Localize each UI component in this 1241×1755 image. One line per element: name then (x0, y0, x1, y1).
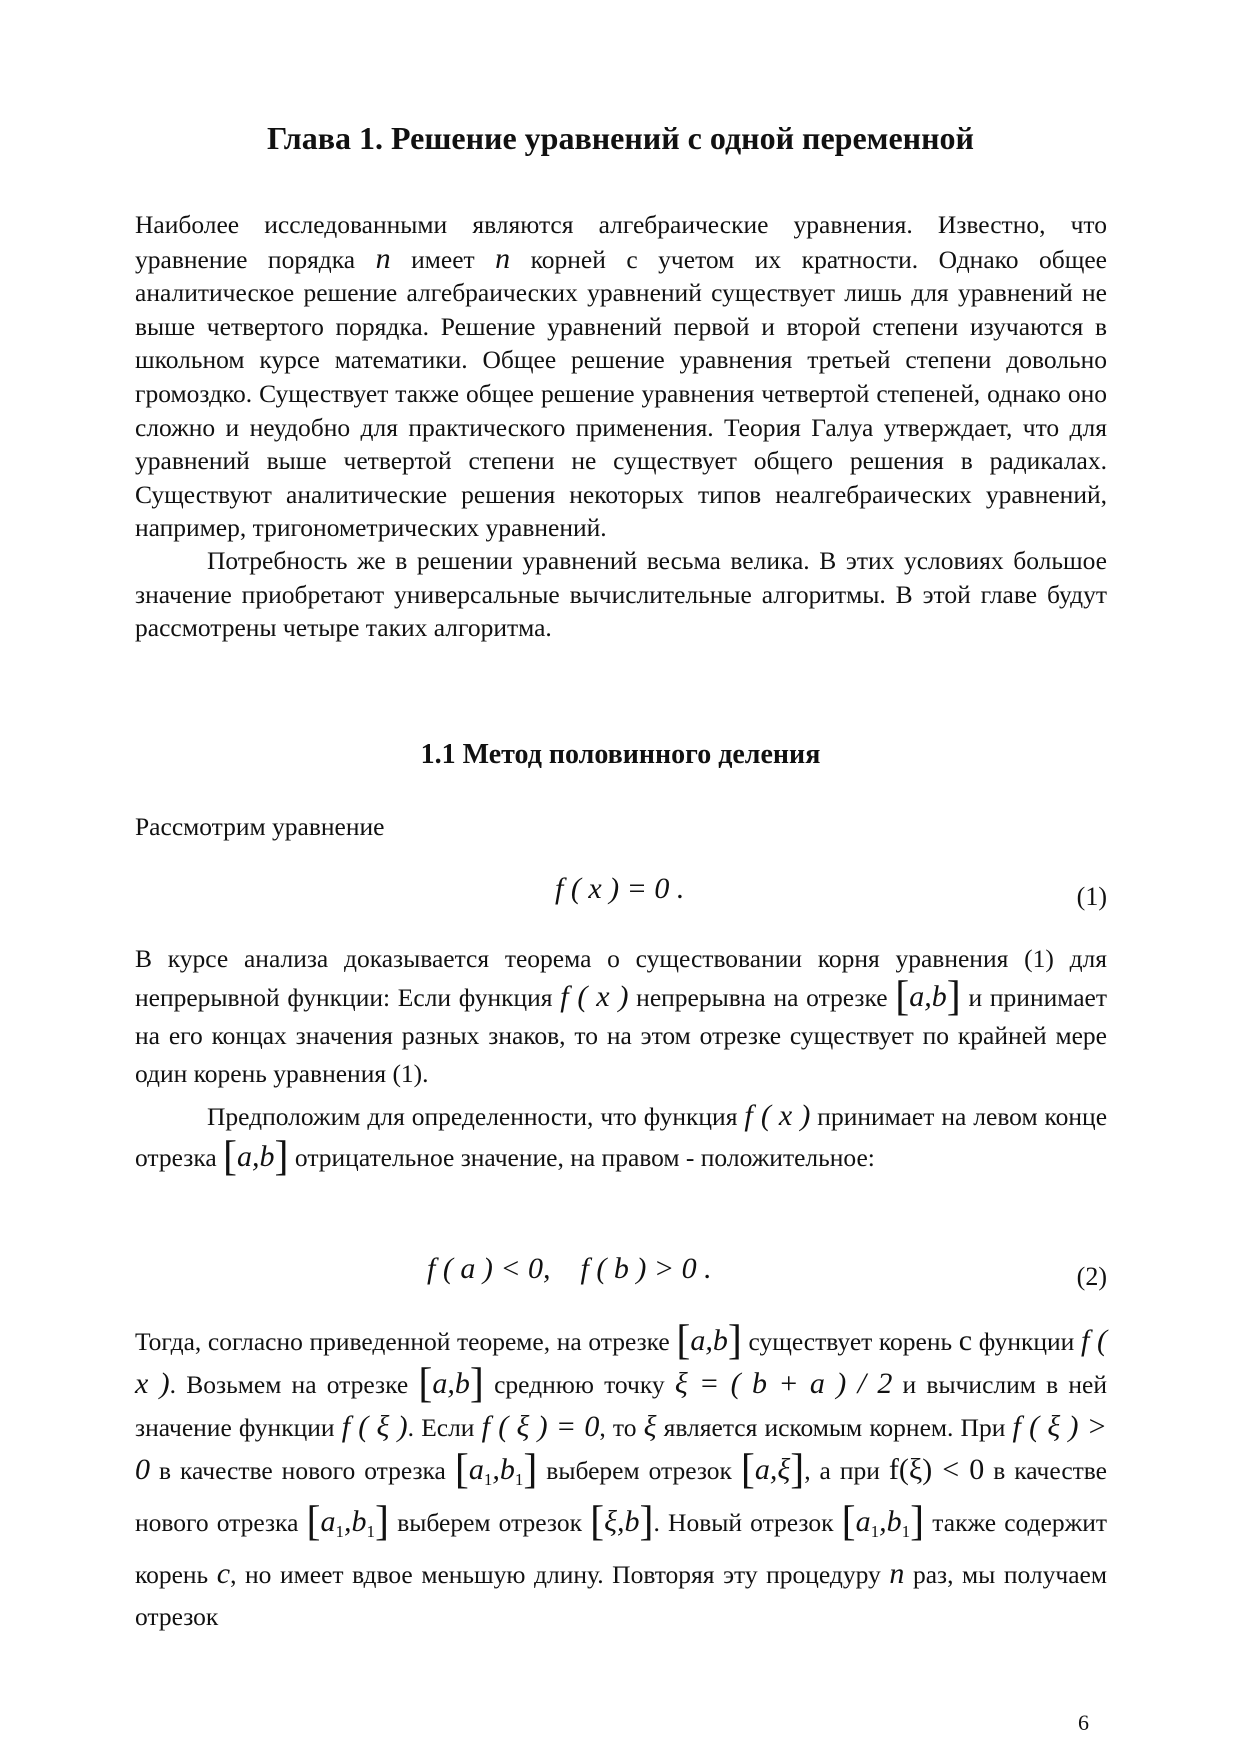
text-segment: функции (972, 1327, 1081, 1356)
bracket-left: [ (454, 1447, 469, 1493)
bracket-right: ] (639, 1499, 654, 1545)
intro-paragraph-2: Потребность же в решении уравнений весьма велика. В этих условиях большое значение приобретают универсальные вычислительные алгоритмы. В этой главе будут рассмотрены четыре таких алгоритма. (135, 546, 1107, 643)
theorem-text-c: и принимает на его концах значения разных знаков, то на этом отрезке существует по крайней мере один корень уравнения (1). (135, 983, 1107, 1088)
math-interval-ab: a,b (237, 1140, 275, 1173)
bracket-left: [ (306, 1499, 321, 1545)
intro-text-c: корней с учетом их кратности. Однако общее аналитическое решение алгебраических уравнений существует лишь для уравнений не выше четвертого порядка. Решение уравнений первой и второй степени изучаются в школьном курсе математики. Общее решение уравнения третьей степени довольно громоздко. Существует также общее решение уравнения четвертой степеней, однако оно сложно и неудобно для практического применения. Теория Галуа утверждает, что для уравнений выше четвертой степени не существует общего решения в радикалах. Существуют аналитические решения некоторых типов неалгебраических уравнений, например, тригонометрических уравнений. (135, 244, 1107, 543)
math-a: a (320, 1505, 336, 1538)
text-segment: также содержит корень (135, 1508, 1108, 1589)
equation-2 (135, 1252, 1107, 1302)
text-segment: выберем отрезок (537, 1456, 741, 1485)
math-xi: ξ (643, 1410, 657, 1443)
text-segment: , но имеет вдвое меньшую длину. Повторяя эту процедуру (230, 1560, 890, 1589)
math-f-xi-lt-0: f(ξ) < 0 (888, 1453, 985, 1486)
math-a: a (855, 1505, 871, 1538)
intro-text-b: имеет (390, 244, 496, 274)
text-segment: , то (599, 1413, 644, 1442)
equation-1-math: f ( x ) = 0 . (555, 872, 685, 905)
bracket-left: [ (676, 1318, 691, 1364)
section-title: 1.1 Метод половинного деления (420, 739, 821, 770)
math-comma: , (344, 1505, 352, 1538)
math-f-xi: f ( ξ ) (341, 1410, 408, 1443)
text-segment: Тогда, согласно приведенной теореме, на отрезке (135, 1327, 677, 1356)
math-f-xi-gt-0: f ( ξ ) > 0 (135, 1410, 1108, 1486)
subscript: 1 (870, 1522, 880, 1541)
equation-1 (135, 872, 1107, 922)
equation-2-math: f ( a ) < 0, f ( b ) > 0 . (427, 1252, 712, 1285)
bisection-paragraph (135, 1320, 1107, 1638)
bracket-left: [ (590, 1499, 605, 1545)
subscript: 1 (901, 1522, 911, 1541)
math-a: a (468, 1453, 484, 1486)
math-comma: , (879, 1505, 887, 1538)
math-n: n (889, 1557, 905, 1590)
math-n: n (495, 241, 511, 275)
subscript: 1 (514, 1470, 524, 1489)
text-segment: выберем отрезок (389, 1508, 591, 1537)
equation-1-number: (1) (1076, 882, 1107, 911)
text-segment: . Возьмем на отрезке (169, 1370, 419, 1399)
intro-text-a: Наиболее исследованными являются алгебраические уравнения. Известно, что уравнение порядка (135, 210, 1107, 274)
bracket-right: ] (910, 1499, 925, 1545)
text-segment: . Новый отрезок (653, 1508, 842, 1537)
math-c: c (958, 1324, 973, 1357)
intro-paragraph (135, 208, 1107, 545)
bracket-left: [ (418, 1361, 433, 1407)
math-c: c (216, 1557, 231, 1590)
assume-text-b: принимает на левом конце отрезка (135, 1102, 1108, 1172)
math-fx: f ( x ) (744, 1099, 811, 1132)
assume-paragraph (135, 1096, 1107, 1178)
math-midpoint: ξ = ( b + a ) / 2 (674, 1367, 893, 1400)
math-f-xi-eq-0: f ( ξ ) = 0 (481, 1410, 600, 1443)
math-comma: , (492, 1453, 500, 1486)
bracket-left: [ (740, 1447, 755, 1493)
math-b: b (351, 1505, 367, 1538)
text-segment: существует корень (741, 1327, 959, 1356)
math-interval-ab: a,b (909, 980, 947, 1013)
bracket-right: ] (946, 974, 961, 1020)
text-segment: раз, мы получаем отрезок (135, 1560, 1107, 1631)
bracket-right: ] (375, 1499, 390, 1545)
text-segment: в качестве нового отрезка (135, 1456, 1107, 1537)
bracket-right: ] (523, 1447, 538, 1493)
theorem-text-b: непрерывна на отрезке (628, 983, 896, 1012)
math-b: b (886, 1505, 902, 1538)
assume-text-a: Предположим для определенности, что функция (207, 1102, 745, 1131)
math-interval-ab: a,b (690, 1324, 728, 1357)
text-segment: . Если (407, 1413, 482, 1442)
bracket-right: ] (274, 1134, 289, 1180)
bracket-left: [ (895, 974, 910, 1020)
bracket-left: [ (223, 1134, 238, 1180)
bracket-right: ] (469, 1361, 484, 1407)
bracket-right: ] (727, 1318, 742, 1364)
math-interval-xi-b: ξ,b (604, 1505, 640, 1538)
chapter-title: Глава 1. Решение уравнений с одной переменной (267, 120, 974, 156)
text-segment: , а при (804, 1456, 889, 1485)
assume-text-c: отрицательное значение, на правом - положительное: (288, 1143, 875, 1172)
math-interval-ab: a,b (432, 1367, 470, 1400)
bracket-right: ] (790, 1447, 805, 1493)
math-interval-a-xi: a,ξ (754, 1453, 791, 1486)
bracket-left: [ (841, 1499, 856, 1545)
math-n: n (375, 241, 391, 275)
math-fx: f ( x ) (135, 1324, 1108, 1400)
text-segment: и вычислим в ней значение функции (135, 1370, 1108, 1442)
theorem-paragraph (135, 940, 1107, 1093)
equation-2-number: (2) (1076, 1262, 1107, 1291)
theorem-text-a: В курсе анализа доказывается теорема о существовании корня уравнения (1) для непрерывной функции: Если функция (135, 944, 1107, 1012)
subscript: 1 (335, 1522, 345, 1541)
text-segment: в качестве нового отрезка (150, 1456, 455, 1485)
subscript: 1 (366, 1522, 376, 1541)
page-number: 6 (1078, 1710, 1089, 1735)
math-b: b (499, 1453, 515, 1486)
consider-text: Рассмотрим уравнение (135, 812, 385, 841)
math-fx: f ( x ) (560, 980, 629, 1013)
subscript: 1 (483, 1470, 493, 1489)
text-segment: среднюю точку (483, 1370, 675, 1399)
text-segment: является искомым корнем. При (656, 1413, 1013, 1442)
